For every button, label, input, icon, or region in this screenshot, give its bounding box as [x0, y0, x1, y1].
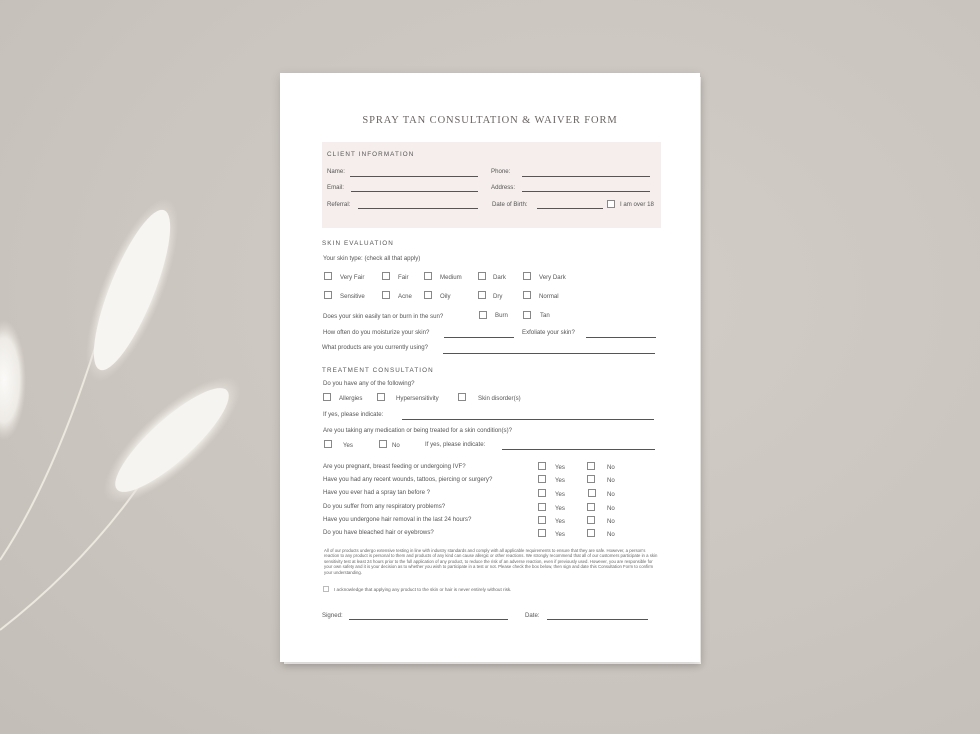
spray-tan-yes-label: Yes: [555, 491, 565, 498]
dry-label: Dry: [493, 293, 503, 300]
respiratory-yes-label: Yes: [555, 505, 565, 512]
skin-disorders-label: Skin disorder(s): [478, 395, 521, 402]
over-18-label: I am over 18: [620, 201, 654, 208]
acne-checkbox[interactable]: [382, 291, 390, 299]
respiratory-question: Do you suffer from any respiratory problems?: [323, 503, 446, 510]
name-label: Name:: [327, 168, 345, 175]
hair-removal-no-checkbox[interactable]: [587, 516, 595, 524]
name-field[interactable]: [350, 176, 478, 177]
hair-removal-yes-checkbox[interactable]: [538, 516, 546, 524]
phone-label: Phone:: [491, 168, 511, 175]
tan-checkbox[interactable]: [523, 311, 531, 319]
wounds-question: Have you had any recent wounds, tattoos, piercing or surgery?: [323, 476, 493, 483]
hair-removal-yes-label: Yes: [555, 518, 565, 525]
very-dark-label: Very Dark: [539, 274, 566, 281]
date-of-birth-field[interactable]: [537, 208, 603, 209]
referral-label: Referral:: [327, 201, 351, 208]
pregnant-no-label: No: [607, 464, 615, 471]
medication-if-yes-field[interactable]: [502, 449, 655, 450]
hair-removal-no-label: No: [607, 518, 615, 525]
hypersensitivity-checkbox[interactable]: [377, 393, 385, 401]
oily-label: Oily: [440, 293, 451, 300]
fair-label: Fair: [398, 274, 409, 281]
disclaimer-paragraph: All of our products undergo extensive testing in line with industry standards and comply with all applicable requirements to ensure that they are safe. However, a person's reaction to any product is personal to them and products of any kind can cause allergic or other reactions. We strongly recommend that all of our customers participate in a skin sensitivity test at least 24 hours prior to the full application of any product, to reduce the risk of an adverse reaction, even if previously used. However, you are responsible for your own safety and it is your decision as to whether you wish to participate in a test or not. Please check the box below, then sign and date this Consultation Form to confirm your understanding.: [324, 548, 658, 575]
burn-label: Burn: [495, 312, 508, 319]
tan-burn-question: Does your skin easily tan or burn in the sun?: [323, 313, 444, 320]
moisturize-field[interactable]: [444, 337, 514, 338]
date-field[interactable]: [547, 619, 648, 620]
email-label: Email:: [327, 184, 344, 191]
pregnant-no-checkbox[interactable]: [587, 462, 595, 470]
allergies-label: Allergies: [339, 395, 363, 402]
phone-field[interactable]: [522, 176, 650, 177]
medication-question: Are you taking any medication or being treated for a skin condition(s)?: [323, 427, 513, 434]
medication-if-yes-label: If yes, please indicate:: [425, 441, 486, 448]
exfoliate-question: Exfoliate your skin?: [522, 329, 575, 336]
medication-no-checkbox[interactable]: [379, 440, 387, 448]
conditions-if-yes-field[interactable]: [402, 419, 654, 420]
bleached-hair-question: Do you have bleached hair or eyebrows?: [323, 529, 434, 536]
treatment-consultation-heading: TREATMENT CONSULTATION: [322, 367, 434, 374]
conditions-if-yes-label: If yes, please indicate:: [323, 411, 384, 418]
date-of-birth-label: Date of Birth:: [492, 201, 528, 208]
acne-label: Acne: [398, 293, 412, 300]
wounds-no-label: No: [607, 477, 615, 484]
consultation-form-sheet: [280, 73, 700, 662]
bunny-tail-grass-decoration: [0, 0, 300, 734]
pregnant-question: Are you pregnant, breast feeding or undergoing IVF?: [323, 463, 466, 470]
bleached-no-checkbox[interactable]: [587, 529, 595, 537]
skin-evaluation-heading: SKIN EVALUATION: [322, 240, 394, 247]
referral-field[interactable]: [358, 208, 478, 209]
very-fair-checkbox[interactable]: [324, 272, 332, 280]
signed-label: Signed:: [322, 612, 343, 619]
respiratory-yes-checkbox[interactable]: [538, 503, 546, 511]
wounds-no-checkbox[interactable]: [587, 475, 595, 483]
fair-checkbox[interactable]: [382, 272, 390, 280]
moisturize-question: How often do you moisturize your skin?: [323, 329, 430, 336]
normal-checkbox[interactable]: [523, 291, 531, 299]
spray-tan-no-label: No: [607, 491, 615, 498]
spray-tan-no-checkbox[interactable]: [588, 489, 596, 497]
very-fair-label: Very Fair: [340, 274, 365, 281]
dry-checkbox[interactable]: [478, 291, 486, 299]
spray-tan-before-question: Have you ever had a spray tan before ?: [323, 489, 431, 496]
over-18-checkbox[interactable]: [607, 200, 615, 208]
bleached-no-label: No: [607, 531, 615, 538]
exfoliate-field[interactable]: [586, 337, 656, 338]
bleached-yes-checkbox[interactable]: [538, 529, 546, 537]
normal-label: Normal: [539, 293, 559, 300]
client-information-heading: CLIENT INFORMATION: [327, 151, 415, 158]
respiratory-no-checkbox[interactable]: [587, 503, 595, 511]
conditions-question: Do you have any of the following?: [323, 380, 415, 387]
bleached-yes-label: Yes: [555, 531, 565, 538]
pregnant-yes-label: Yes: [555, 464, 565, 471]
products-question: What products are you currently using?: [322, 344, 429, 351]
hypersensitivity-label: Hypersensitivity: [396, 395, 439, 402]
email-field[interactable]: [351, 191, 478, 192]
sensitive-label: Sensitive: [340, 293, 365, 300]
signature-field[interactable]: [349, 619, 508, 620]
wounds-yes-label: Yes: [555, 477, 565, 484]
allergies-checkbox[interactable]: [323, 393, 331, 401]
address-label: Address:: [491, 184, 516, 191]
medication-yes-checkbox[interactable]: [324, 440, 332, 448]
acknowledge-checkbox[interactable]: [323, 586, 329, 592]
spray-tan-yes-checkbox[interactable]: [538, 489, 546, 497]
burn-checkbox[interactable]: [479, 311, 487, 319]
skin-type-question: Your skin type: (check all that apply): [323, 255, 421, 262]
skin-disorders-checkbox[interactable]: [458, 393, 466, 401]
pregnant-yes-checkbox[interactable]: [538, 462, 546, 470]
very-dark-checkbox[interactable]: [523, 272, 531, 280]
address-field[interactable]: [522, 191, 650, 192]
wounds-yes-checkbox[interactable]: [538, 475, 546, 483]
dark-label: Dark: [493, 274, 506, 281]
date-label: Date:: [525, 612, 540, 619]
products-field[interactable]: [443, 353, 655, 354]
hair-removal-question: Have you undergone hair removal in the last 24 hours?: [323, 516, 472, 523]
dark-checkbox[interactable]: [478, 272, 486, 280]
form-title: SPRAY TAN CONSULTATION & WAIVER FORM: [362, 115, 618, 126]
tan-label: Tan: [540, 312, 550, 319]
medication-no-label: No: [392, 442, 400, 449]
medium-checkbox[interactable]: [424, 272, 432, 280]
medium-label: Medium: [440, 274, 462, 281]
acknowledge-label: I acknowledge that applying any product to the skin or hair is never entirely without risk.: [334, 587, 512, 592]
respiratory-no-label: No: [607, 505, 615, 512]
medication-yes-label: Yes: [343, 442, 353, 449]
oily-checkbox[interactable]: [424, 291, 432, 299]
sensitive-checkbox[interactable]: [324, 291, 332, 299]
